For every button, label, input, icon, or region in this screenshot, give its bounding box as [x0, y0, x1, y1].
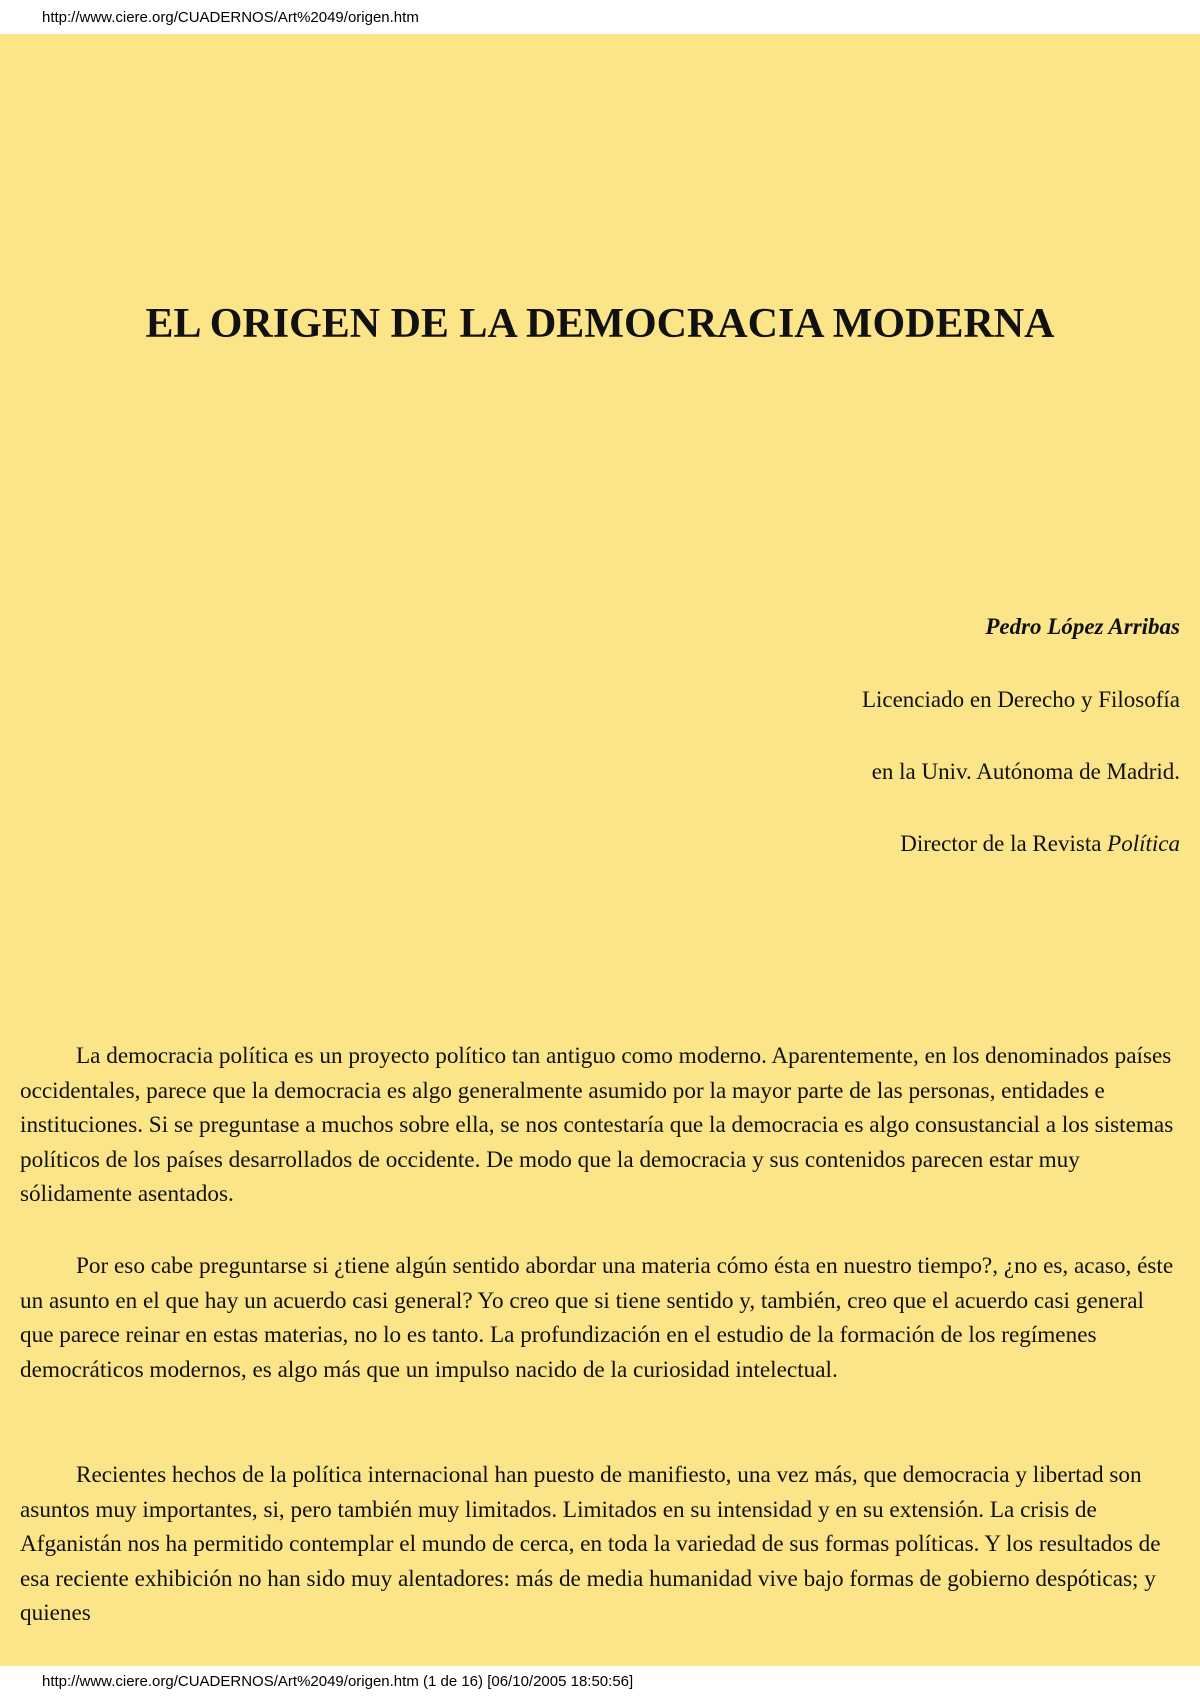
paragraph-text: Por eso cabe preguntarse si ¿tiene algún sentido abordar una materia cómo ésta en nuestro tiempo?, ¿no es, acaso, éste un asunto en el que hay un acuerdo casi general? Yo creo que si tiene sentido y, también, creo que el acuerdo casi general que parece reinar en estas materias, no lo es tanto. La profundización en el estudio de la formación de los regímenes democráticos modernos, es algo más que un impulso nacido de la curiosidad intelectual.: [20, 1253, 1174, 1383]
page-url-header: http://www.ciere.org/CUADERNOS/Art%2049/origen.htm: [42, 9, 419, 26]
body-paragraph: [20, 1249, 1180, 1387]
author-name: Pedro López Arribas: [985, 614, 1180, 639]
body-paragraph: [20, 1458, 1180, 1631]
footer-url: http://www.ciere.org/CUADERNOS/Art%2049/origen.htm: [42, 1673, 419, 1690]
paragraph-text: La democracia política es un proyecto político tan antiguo como moderno. Aparentemente, en los denominados países occidentales, parece que la democracia es algo generalmente asumido por la mayor parte de las personas, entidades e instituciones. Si se preguntase a muchos sobre ella, se nos contestaría que la democracia es algo consustancial a los sistemas políticos de los países desarrollados de occidente. De modo que la democracia y sus contenidos parecen estar muy sólidamente asentados.: [20, 1043, 1174, 1207]
footer-page-info: (1 de 16): [422, 1673, 484, 1690]
author-role-prefix: Director de la Revista: [900, 831, 1108, 856]
body-paragraph: [20, 1039, 1180, 1212]
author-role: [900, 829, 1180, 859]
author-degree: Licenciado en Derecho y Filosofía: [861, 687, 1180, 712]
page-url-footer: [42, 1672, 633, 1692]
paragraph-text: Recientes hechos de la política internacional han puesto de manifiesto, una vez más, que democracia y libertad son asuntos muy importantes, si, pero también muy limitados. Limitados en su intensidad y en su extensión. La crisis de Afganistán nos ha permitido contemplar el mundo de cerca, en toda la variedad de sus formas políticas. Y los resultados de esa reciente exhibición no han sido muy alentadores: más de media humanidad vive bajo formas de gobierno despóticas; y quienes: [20, 1462, 1161, 1626]
footer-timestamp: [06/10/2005 18:50:56]: [487, 1673, 634, 1690]
journal-name: Política: [1107, 831, 1180, 856]
author-university: en la Univ. Autónoma de Madrid.: [871, 759, 1180, 784]
article-title: EL ORIGEN DE LA DEMOCRACIA MODERNA: [145, 301, 1055, 347]
